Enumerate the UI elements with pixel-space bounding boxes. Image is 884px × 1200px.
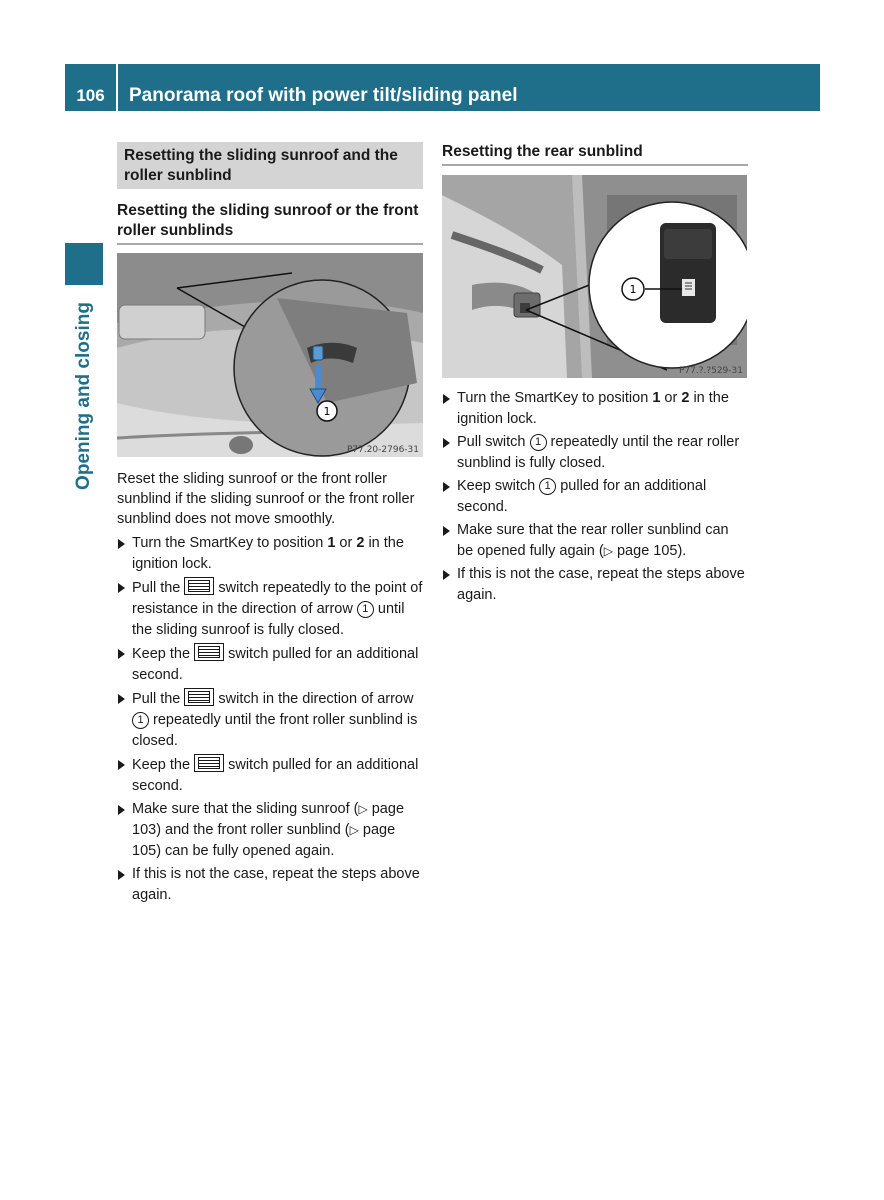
roller-sunblind-switch-icon bbox=[184, 577, 214, 595]
list-item: Pull the switch in the direction of arrow 1 repeatedly until the front roller sunblind is closed. bbox=[117, 688, 423, 752]
list-item: Make sure that the rear roller sunblind can be opened fully again (▷ page 105). bbox=[442, 520, 748, 562]
list-item: Make sure that the sliding sunroof (▷ page 103) and the front roller sunblind (▷ page 105) can be fully opened again. bbox=[117, 799, 423, 862]
page-number: 106 bbox=[76, 86, 105, 105]
subsection-heading: Resetting the rear sunblind bbox=[442, 142, 748, 166]
header-divider bbox=[116, 64, 118, 111]
bullet-triangle-icon bbox=[443, 394, 450, 404]
list-item: Turn the SmartKey to position 1 or 2 in the ignition lock. bbox=[117, 533, 423, 575]
list-item: If this is not the case, repeat the steps above again. bbox=[442, 564, 748, 606]
roller-sunblind-switch-icon bbox=[194, 754, 224, 772]
callout-number-icon: 1 bbox=[357, 601, 374, 618]
bullet-triangle-icon bbox=[443, 438, 450, 448]
bullet-triangle-icon bbox=[118, 805, 125, 815]
intro-paragraph: Reset the sliding sunroof or the front roller sunblind if the sliding sunroof or the front roller sunblind does not move smoothly. bbox=[117, 471, 415, 527]
figure-callout: 1 bbox=[323, 405, 331, 418]
list-item: Pull switch 1 repeatedly until the rear roller sunblind is fully closed. bbox=[442, 432, 748, 474]
bullet-triangle-icon bbox=[443, 482, 450, 492]
figure-code: P77.?.?529-31 bbox=[678, 366, 743, 376]
subsection-heading: Resetting the sliding sunroof or the front roller sunblinds bbox=[117, 201, 423, 245]
list-item: Keep the switch pulled for an additional second. bbox=[117, 643, 423, 686]
chapter-label-text: Opening and closing bbox=[73, 302, 94, 490]
callout-number-icon: 1 bbox=[539, 478, 556, 495]
page-title: Panorama roof with power tilt/sliding panel bbox=[129, 85, 518, 106]
chapter-tab-marker bbox=[65, 243, 103, 285]
list-item: Pull the switch repeatedly to the point of resistance in the direction of arrow 1 until the sliding sunroof is fully closed. bbox=[117, 577, 423, 641]
bullet-triangle-icon bbox=[443, 570, 450, 580]
front-sunroof-illustration bbox=[117, 253, 423, 457]
page-ref-arrow-icon: ▷ bbox=[358, 802, 368, 816]
list-item: Turn the SmartKey to position 1 or 2 in the ignition lock. bbox=[442, 388, 748, 430]
list-item: Keep the switch pulled for an additional second. bbox=[117, 754, 423, 797]
bullet-triangle-icon bbox=[118, 539, 125, 549]
list-item: Keep switch 1 pulled for an additional second. bbox=[442, 476, 748, 518]
bullet-triangle-icon bbox=[118, 870, 125, 880]
roller-sunblind-switch-icon bbox=[184, 688, 214, 706]
bullet-triangle-icon bbox=[118, 649, 125, 659]
bullet-triangle-icon bbox=[443, 526, 450, 536]
chapter-side-label bbox=[65, 290, 103, 502]
callout-number-icon: 1 bbox=[132, 712, 149, 729]
bullet-triangle-icon bbox=[118, 583, 125, 593]
callout-number-icon: 1 bbox=[530, 434, 547, 451]
page-ref-arrow-icon: ▷ bbox=[603, 544, 613, 558]
bullet-triangle-icon bbox=[118, 694, 125, 704]
page-ref-arrow-icon: ▷ bbox=[349, 823, 359, 837]
page-header bbox=[65, 64, 820, 111]
figure-code: P77.20-2796-31 bbox=[346, 445, 419, 455]
bullet-triangle-icon bbox=[118, 760, 125, 770]
list-item: If this is not the case, repeat the steps above again. bbox=[117, 864, 423, 906]
front-sunroof-figure bbox=[117, 253, 423, 457]
right-steps-list bbox=[442, 388, 748, 606]
rear-sunblind-figure bbox=[442, 175, 747, 378]
left-column bbox=[117, 142, 423, 908]
right-column bbox=[442, 142, 748, 608]
rear-sunblind-illustration bbox=[442, 175, 747, 378]
roller-sunblind-switch-icon bbox=[194, 643, 224, 661]
left-steps-list bbox=[117, 533, 423, 906]
section-heading: Resetting the sliding sunroof and the roller sunblind bbox=[117, 142, 423, 189]
figure-callout: 1 bbox=[629, 283, 637, 296]
